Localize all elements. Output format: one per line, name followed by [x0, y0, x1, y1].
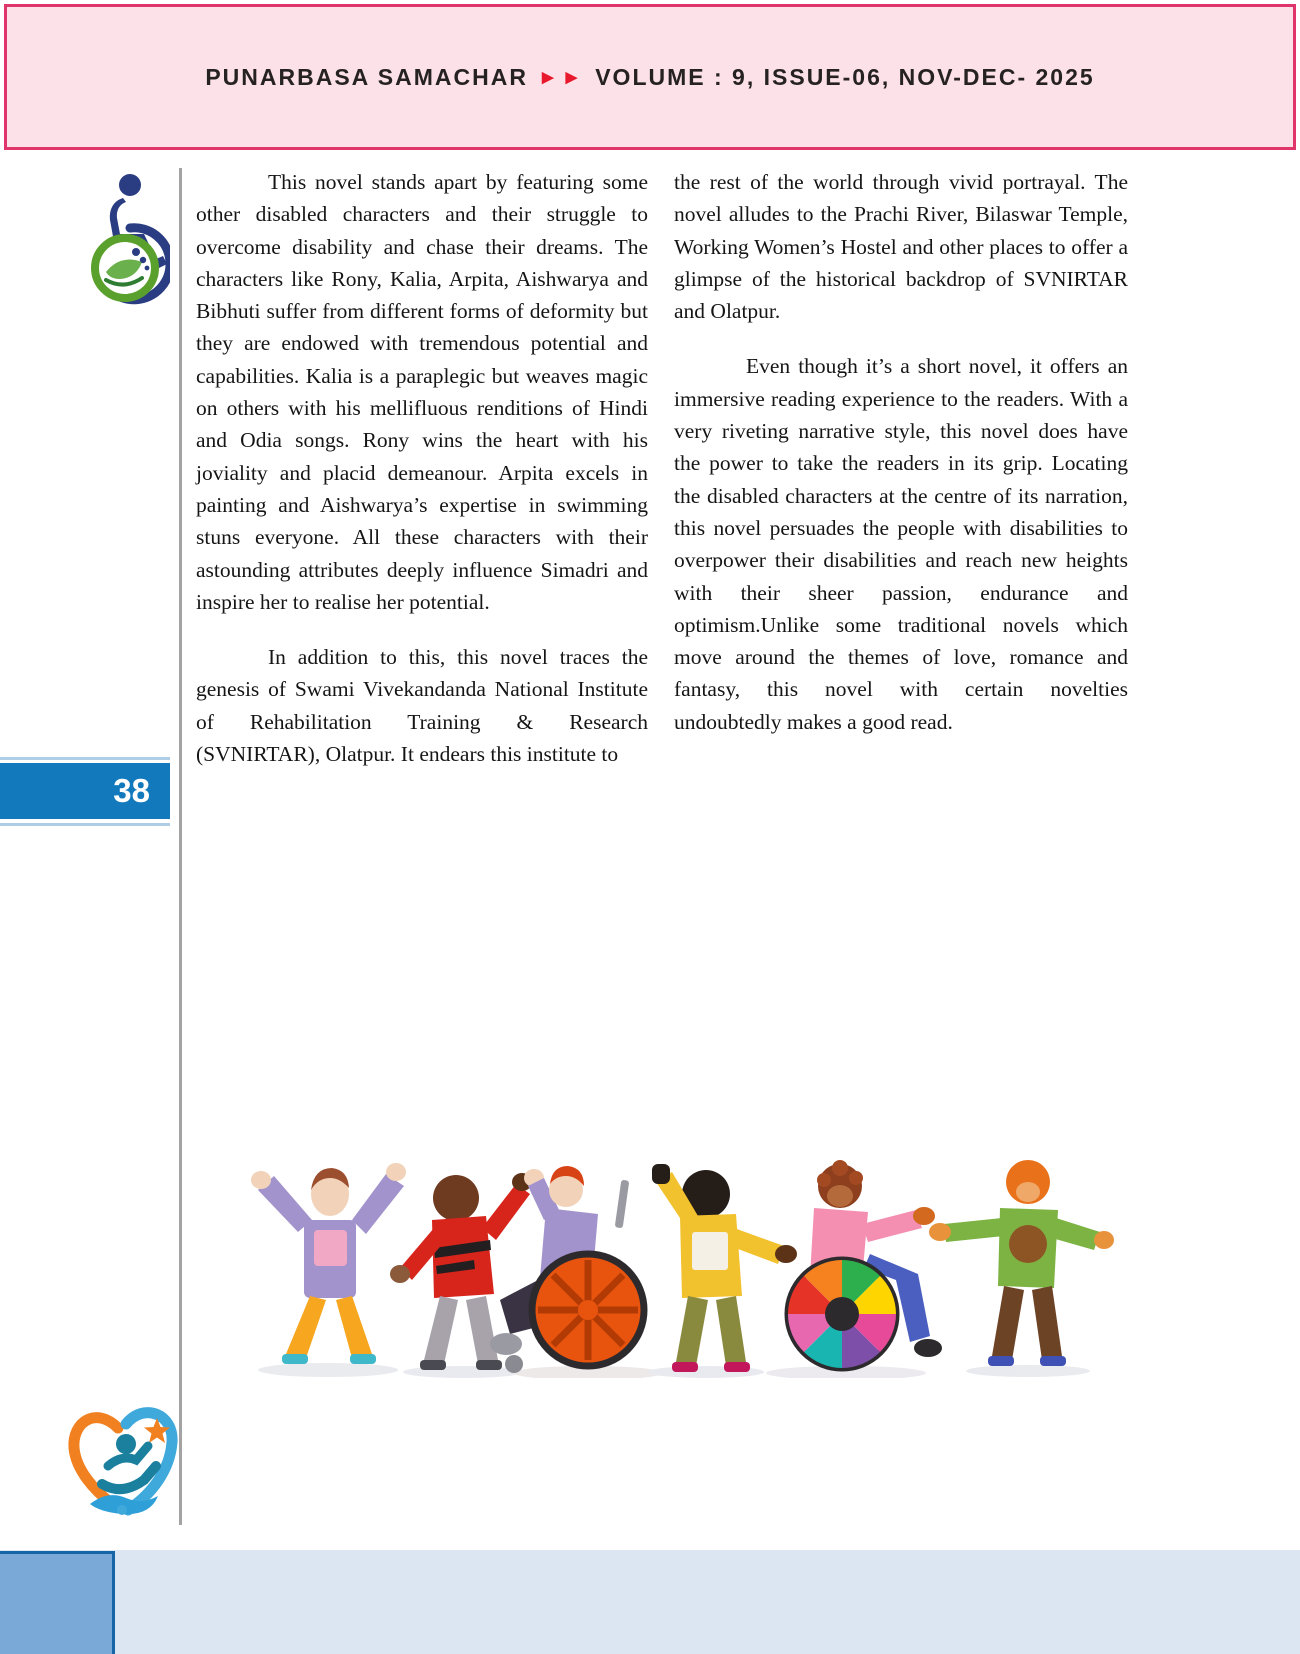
paragraph: Even though it’s a short novel, it offers an immersive reading experience to the readers. With a very riveting narrative style, this novel does have the power to take the readers in its grip. Locating the disabled characters at the centre of its narration, this novel persuades the people with disabilities to overpower their disabilities and reach new heights with their sheer passion, endurance and optimism.Unlike some traditional novels which move around the themes of love, romance and fantasy, this novel with certain novelties undoubtedly makes a good read.	[674, 354, 1128, 734]
double-arrow-icon: ▶ ▶	[541, 68, 582, 86]
figure-wheelchair-user-rainbow-wheel	[788, 1160, 942, 1368]
article-left-column	[196, 166, 648, 793]
orange-wheel	[532, 1254, 644, 1366]
page-number-rule-bottom	[0, 823, 170, 826]
footer-corner-box	[0, 1551, 115, 1654]
figure-child-yellow-jacket	[652, 1164, 797, 1372]
page-number-box	[0, 763, 170, 819]
header-line	[205, 64, 1094, 91]
figure-child-arms-up	[251, 1163, 406, 1364]
page-number: 38	[113, 772, 150, 809]
footer-band	[0, 1550, 1300, 1654]
paragraph: the rest of the world through vivid portrayal. The novel alludes to the Prachi River, Bilaswar Temple, Working Women’s Hostel and other places to offer a glimpse of the historical backdrop of SVNIRTAR and Olatpur.	[674, 170, 1128, 324]
journal-title: PUNARBASA SAMACHAR	[205, 63, 528, 90]
children-paper-cutout-illustration	[228, 1128, 1130, 1378]
header-band	[4, 4, 1296, 150]
paragraph: In addition to this, this novel traces the genesis of Swami Vivekandanda National Institute of Rehabilitation Training & Research (SVNIRTAR), Olatpur. It endears this institute to	[196, 645, 648, 767]
wheelchair-accessibility-logo	[80, 168, 170, 313]
rainbow-wheel	[788, 1260, 896, 1368]
volume-issue-info: VOLUME : 9, ISSUE-06, NOV-DEC- 2025	[595, 63, 1095, 90]
heart-care-person-star-logo	[64, 1392, 178, 1526]
paragraph: This novel stands apart by featuring some other disabled characters and their struggle to overcome disability and chase their dreams. The characters like Rony, Kalia, Arpita, Aishwarya and Bibhuti suffer from different forms of deformity but they are endowed with tremendous potential and capabilities. Kalia is a paraplegic but weaves magic on others with his mellifluous renditions of Hindi and Odia songs. Rony wins the heart with his joviality and placid demeanour. Arpita excels in painting and Aishwarya’s expertise in swimming stuns everyone. All these characters with their astounding attributes deeply influence Simadri and inspire her to realise her potential.	[196, 170, 648, 614]
article-right-column	[674, 166, 1128, 761]
page-number-rule-top	[0, 757, 170, 760]
column-divider-rule	[179, 168, 182, 1525]
figure-child-green-sweater	[929, 1160, 1114, 1366]
